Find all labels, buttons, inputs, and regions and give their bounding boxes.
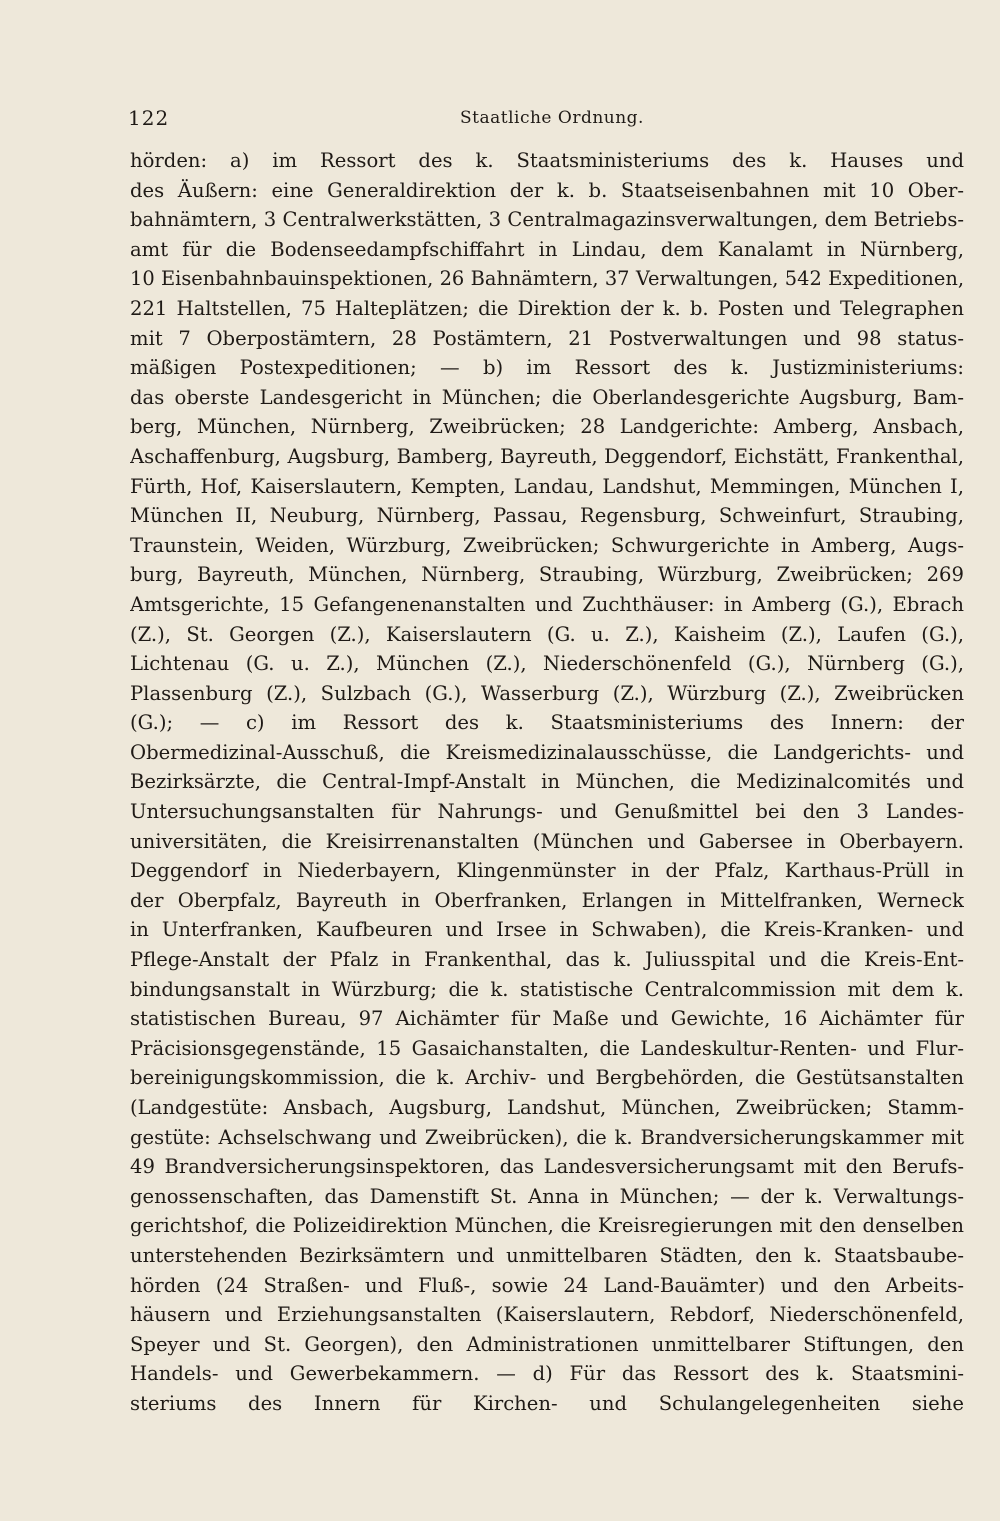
text-line-35: 49 Brandversicherungsinspektoren, das Landesversicherungsamt mit den Berufs- <box>130 1155 964 1179</box>
text-line-19: Plassenburg (Z.), Sulzbach (G.), Wasserburg (Z.), Würzburg (Z.), Zweibrücken <box>130 681 964 705</box>
text-line-7: mit 7 Oberpostämtern, 28 Postämtern, 21 Postverwaltungen und 98 status- <box>130 326 964 350</box>
text-line-9: das oberste Landesgericht in München; die Oberlandesgerichte Augsburg, Bam- <box>130 385 964 409</box>
text-line-21: Obermedizinal-Ausschuß, die Kreismedizinalausschüsse, die Landgerichts- und <box>130 740 964 764</box>
page-number: 122 <box>128 106 170 130</box>
text-line-26: der Oberpfalz, Bayreuth in Oberfranken, Erlangen in Mittelfranken, Werneck <box>130 888 964 912</box>
text-line-33: (Landgestüte: Ansbach, Augsburg, Landshut, München, Zweibrücken; Stamm- <box>130 1096 964 1119</box>
text-line-37: gerichtshof, die Polizeidirektion München, die Kreisregierungen mit den denselben <box>130 1214 964 1238</box>
text-line-15: burg, Bayreuth, München, Nürnberg, Straubing, Würzburg, Zweibrücken; 269 <box>130 563 964 587</box>
text-line-30: statistischen Bureau, 97 Aichämter für Maße und Gewichte, 16 Aichämter für <box>130 1007 964 1031</box>
text-line-17: (Z.), St. Georgen (Z.), Kaiserslautern (G. u. Z.), Kaisheim (Z.), Laufen (G.), <box>130 622 964 646</box>
text-line-3: bahnämtern, 3 Centralwerkstätten, 3 Centralmagazinsverwaltungen, dem Betriebs- <box>130 208 964 232</box>
text-line-27: in Unterfranken, Kaufbeuren und Irsee in Schwaben), die Kreis-Kranken- und <box>130 918 964 942</box>
text-line-38: unterstehenden Bezirksämtern und unmittelbaren Städten, den k. Staatsbaube- <box>130 1243 964 1267</box>
text-line-22: Bezirksärzte, die Central-Impf-Anstalt in München, die Medizinalcomités und <box>130 770 964 794</box>
text-line-42: Handels- und Gewerbekammern. — d) Für das Ressort des k. Staatsmini- <box>130 1362 964 1386</box>
text-line-34: gestüte: Achselschwang und Zweibrücken), die k. Brandversicherungskammer mit <box>130 1125 964 1149</box>
text-line-6: 221 Haltstellen, 75 Halteplätzen; die Direktion der k. b. Posten und Telegraphen <box>130 296 964 320</box>
text-line-13: München II, Neuburg, Nürnberg, Passau, Regensburg, Schweinfurt, Straubing, <box>130 504 964 528</box>
text-line-24: universitäten, die Kreisirrenanstalten (München und Gabersee in Oberbayern. <box>130 829 964 853</box>
text-line-29: bindungsanstalt in Würzburg; die k. statistische Centralcommission mit dem k. <box>130 977 964 1001</box>
page-header <box>128 106 868 138</box>
text-line-39: hörden (24 Straßen- und Fluß-, sowie 24 Land-Bauämter) und den Arbeits- <box>130 1273 964 1297</box>
text-line-28: Pflege-Anstalt der Pfalz in Frankenthal, das k. Juliusspital und die Kreis-Ent- <box>130 948 964 972</box>
text-line-32: bereinigungskommission, die k. Archiv- und Bergbehörden, die Gestütsanstalten <box>130 1066 964 1090</box>
text-line-40: häusern und Erziehungsanstalten (Kaiserslautern, Rebdorf, Niederschönenfeld, <box>130 1303 964 1327</box>
text-line-1: hörden: a) im Ressort des k. Staatsministeriums des k. Hauses und <box>130 149 964 172</box>
text-line-4: amt für die Bodenseedampfschiffahrt in Lindau, dem Kanalamt in Nürnberg, <box>130 237 964 261</box>
text-line-11: Aschaffenburg, Augsburg, Bamberg, Bayreuth, Deggendorf, Eichstätt, Frankenthal, <box>130 444 964 468</box>
running-title: Staatliche Ordnung. <box>460 108 644 128</box>
text-line-2: des Äußern: eine Generaldirektion der k. b. Staatseisenbahnen mit 10 Ober- <box>130 178 964 202</box>
text-line-8: mäßigen Postexpeditionen; — b) im Ressort des k. Justizministeriums: <box>130 356 964 380</box>
text-line-16: Amtsgerichte, 15 Gefangenenanstalten und Zuchthäuser: in Amberg (G.), Ebrach <box>130 592 964 616</box>
text-line-14: Traunstein, Weiden, Würzburg, Zweibrücken; Schwurgerichte in Amberg, Augs- <box>130 533 964 557</box>
text-line-41: Speyer und St. Georgen), den Administrationen unmittelbarer Stiftungen, den <box>130 1332 964 1356</box>
text-line-5: 10 Eisenbahnbauinspektionen, 26 Bahnämtern, 37 Verwaltungen, 542 Expeditionen, <box>130 267 964 291</box>
text-line-23: Untersuchungsanstalten für Nahrungs- und Genußmittel bei den 3 Landes- <box>130 800 964 824</box>
body-text <box>130 146 964 1419</box>
text-line-10: berg, München, Nürnberg, Zweibrücken; 28 Landgerichte: Amberg, Ansbach, <box>130 415 964 439</box>
text-line-25: Deggendorf in Niederbayern, Klingenmünster in der Pfalz, Karthaus-Prüll in <box>130 859 964 883</box>
text-line-36: genossenschaften, das Damenstift St. Anna in München; — der k. Verwaltungs- <box>130 1184 964 1208</box>
text-line-12: Fürth, Hof, Kaiserslautern, Kempten, Landau, Landshut, Memmingen, München I, <box>130 474 964 498</box>
text-line-20: (G.); — c) im Ressort des k. Staatsministeriums des Innern: der <box>130 711 964 735</box>
text-line-43: steriums des Innern für Kirchen- und Schulangelegenheiten siehe <box>130 1391 964 1415</box>
text-line-31: Präcisionsgegenstände, 15 Gasaichanstalten, die Landeskultur-Renten- und Flur- <box>130 1036 964 1060</box>
text-line-18: Lichtenau (G. u. Z.), München (Z.), Niederschönenfeld (G.), Nürnberg (G.), <box>130 652 964 676</box>
